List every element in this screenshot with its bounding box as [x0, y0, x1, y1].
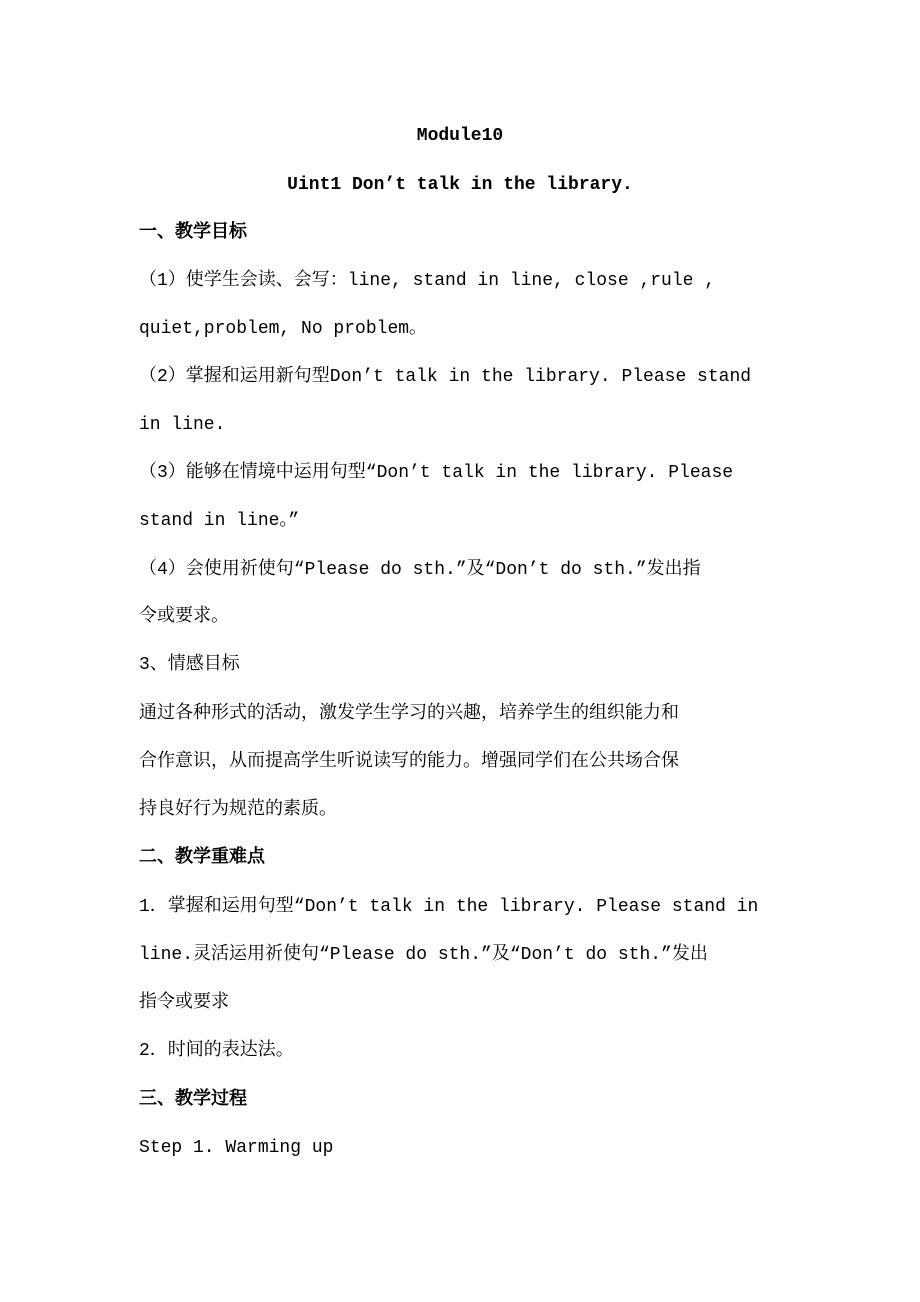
- paragraph-line: （3）能够在情境中运用句型“Don’t talk in the library. Please: [139, 463, 734, 483]
- document-subtitle: Uint1 Don’t talk in the library.: [287, 175, 633, 195]
- paragraph-line: quiet,problem, No problem。: [139, 319, 428, 339]
- subheading-emotional-goals: 3、情感目标: [139, 655, 240, 675]
- step-heading: Step 1. Warming up: [139, 1138, 334, 1158]
- paragraph-line: 2．时间的表达法。: [139, 1041, 294, 1061]
- paragraph-line: 合作意识，从而提高学生听说读写的能力。增强同学们在公共场合保: [139, 752, 679, 772]
- section-heading-objectives: 一、教学目标: [139, 223, 247, 243]
- paragraph-line: （4）会使用祈使句“Please do sth.”及“Don’t do sth.”发出指: [139, 560, 701, 580]
- paragraph-line: 通过各种形式的活动，激发学生学习的兴趣，培养学生的组织能力和: [139, 704, 679, 724]
- paragraph-line: 持良好行为规范的素质。: [139, 800, 337, 820]
- paragraph-line: （1）使学生会读、会写：line, stand in line, close ,rule ,: [139, 271, 716, 291]
- paragraph-line: line.灵活运用祈使句“Please do sth.”及“Don’t do sth.”发出: [139, 945, 708, 965]
- paragraph-line: 1．掌握和运用句型“Don’t talk in the library. Please stand in: [139, 897, 759, 917]
- paragraph-line: stand in line。”: [139, 511, 300, 531]
- section-heading-process: 三、教学过程: [139, 1090, 247, 1110]
- paragraph-line: （2）掌握和运用新句型Don’t talk in the library. Please stand: [139, 367, 752, 387]
- document-title: Module10: [416, 126, 504, 146]
- paragraph-line: 指令或要求: [139, 993, 229, 1013]
- paragraph-line: in line.: [139, 415, 226, 435]
- section-heading-key-points: 二、教学重难点: [139, 848, 265, 868]
- paragraph-line: 令或要求。: [139, 607, 229, 627]
